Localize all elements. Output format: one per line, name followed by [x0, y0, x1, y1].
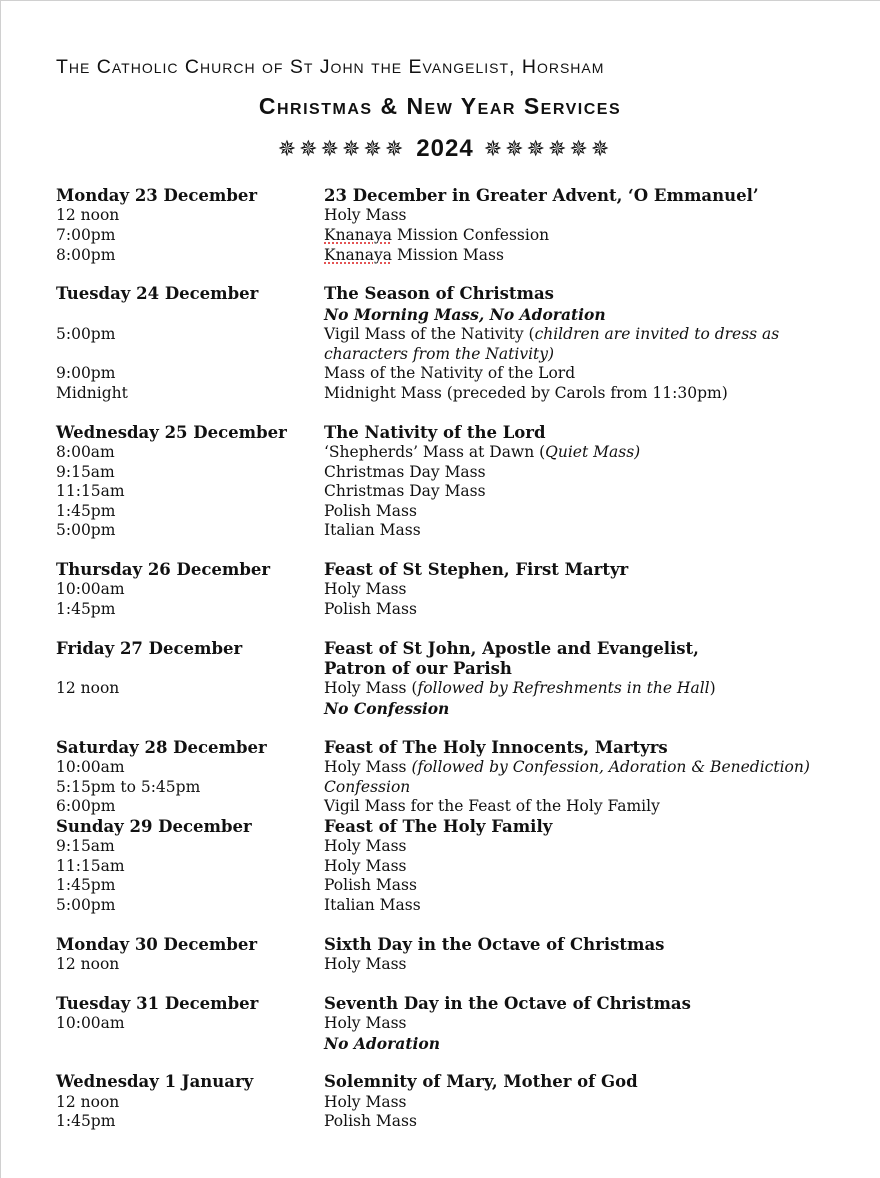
day-heading: Saturday 28 December: [56, 737, 267, 757]
feast-title: Feast of The Holy Family: [324, 816, 553, 836]
service-desc-italic: children are invited to dress as characters from the Nativity): [324, 325, 780, 363]
document-title: Christmas & New Year Services: [258, 93, 622, 119]
list-item: [56, 463, 846, 483]
list-item: [56, 857, 846, 877]
list-item: [56, 482, 846, 502]
list-item: [56, 521, 846, 541]
service-time: 12 noon: [56, 206, 120, 225]
feast-title: Sixth Day in the Octave of Christmas: [324, 934, 665, 954]
service-time: 11:15am: [56, 482, 125, 501]
service-time: 5:15pm to 5:45pm: [56, 777, 201, 796]
list-item: [56, 364, 846, 384]
service-desc: Mission Mass: [392, 245, 504, 264]
feast-title-continued: Patron of our Parish: [324, 658, 512, 678]
list-item: [56, 758, 846, 778]
day-block-tue-24: [56, 284, 846, 403]
service-desc: Holy Mass: [324, 837, 407, 856]
star-decoration-left-icon: ✵✵✵✵✵✵: [277, 137, 407, 162]
list-item: [56, 246, 846, 266]
list-item: [56, 226, 846, 246]
service-desc-end: ): [709, 679, 716, 698]
list-item: [56, 896, 846, 916]
list-item: [56, 679, 846, 699]
day-heading: Thursday 26 December: [56, 559, 271, 579]
day-block-sun-29: [56, 817, 846, 916]
list-item: [56, 837, 846, 857]
day-block-sat-28: [56, 738, 846, 817]
star-decoration-right-icon: ✵✵✵✵✵✵: [483, 137, 613, 162]
service-desc: Mass of the Nativity of the Lord: [324, 364, 576, 383]
service-note: No Adoration: [324, 1033, 440, 1053]
day-heading: Monday 23 December: [56, 186, 258, 205]
service-desc-italic: followed by Refreshments in the Hall: [417, 679, 710, 698]
service-desc: Vigil Mass for the Feast of the Holy Family: [324, 797, 660, 816]
service-desc: Mission Confession: [392, 226, 550, 244]
day-heading: Friday 27 December: [56, 638, 243, 658]
service-desc: ‘Shepherds’ Mass at Dawn (: [324, 442, 546, 461]
service-desc: Holy Mass: [324, 206, 407, 225]
list-item: [56, 1093, 846, 1113]
service-desc: Holy Mass: [324, 856, 407, 875]
service-desc: Polish Mass: [324, 501, 417, 520]
service-time: 8:00am: [56, 442, 115, 461]
list-item: [56, 580, 846, 600]
service-time: 12 noon: [56, 954, 120, 973]
service-time: 12 noon: [56, 679, 120, 698]
service-time: 9:15am: [56, 837, 115, 856]
day-block-thu-26: [56, 560, 846, 620]
service-time: 10:00am: [56, 580, 125, 599]
year: 2024: [416, 135, 474, 162]
service-time: 10:00am: [56, 757, 125, 776]
service-desc: Holy Mass: [324, 757, 412, 776]
service-time: 9:00pm: [56, 364, 116, 383]
day-block-mon-23: [56, 186, 846, 265]
service-desc: Midnight Mass (preceded by Carols from 11:30pm): [324, 383, 728, 402]
list-item: [56, 600, 846, 620]
feast-title: Feast of The Holy Innocents, Martyrs: [324, 737, 668, 757]
feast-title: Seventh Day in the Octave of Christmas: [324, 993, 691, 1013]
day-heading: Tuesday 31 December: [56, 993, 259, 1013]
spellcheck-word: Knanaya: [324, 245, 393, 264]
service-desc: Polish Mass: [324, 1112, 417, 1131]
service-time: 8:00pm: [56, 245, 116, 264]
day-heading: Sunday 29 December: [56, 816, 252, 836]
list-item: [56, 325, 846, 364]
day-block-tue-31: [56, 994, 846, 1054]
service-desc: Italian Mass: [324, 895, 421, 914]
service-desc: Holy Mass (: [324, 679, 418, 698]
service-desc-italic: Quiet Mass): [545, 442, 641, 461]
service-desc: Holy Mass: [324, 954, 407, 973]
day-heading: Wednesday 1 January: [56, 1072, 254, 1092]
feast-title: Solemnity of Mary, Mother of God: [324, 1072, 638, 1092]
day-heading: Wednesday 25 December: [56, 422, 287, 442]
day-block-wed-25: [56, 423, 846, 541]
day-heading: Tuesday 24 December: [56, 284, 259, 304]
church-name: The Catholic Church of St John the Evangelist, Horsham: [56, 56, 605, 78]
feast-title: The Season of Christmas: [324, 284, 554, 304]
page-edge-left: [0, 0, 1, 1178]
list-item: [56, 206, 846, 226]
service-desc: Holy Mass: [324, 1013, 407, 1032]
list-item: [56, 778, 846, 798]
service-note: No Confession: [324, 698, 450, 718]
day-heading: Monday 30 December: [56, 934, 258, 954]
service-schedule: [56, 186, 846, 1151]
service-time: 7:00pm: [56, 226, 116, 244]
service-time: 1:45pm: [56, 1112, 116, 1131]
service-desc: Christmas Day Mass: [324, 482, 486, 501]
service-desc: Italian Mass: [324, 521, 421, 540]
year-banner: [0, 135, 880, 163]
list-item: [56, 1112, 846, 1132]
service-time: Midnight: [56, 383, 128, 402]
service-desc: Polish Mass: [324, 599, 417, 618]
list-item: [56, 797, 846, 817]
service-desc: Christmas Day Mass: [324, 462, 486, 481]
list-item: [56, 955, 846, 975]
service-desc: Polish Mass: [324, 876, 417, 895]
service-time: 5:00pm: [56, 895, 116, 914]
list-item: [56, 1014, 846, 1034]
spellcheck-word: Knanaya: [324, 226, 393, 244]
service-time: 10:00am: [56, 1013, 125, 1032]
service-desc: Vigil Mass of the Nativity (: [324, 325, 535, 344]
list-item: [56, 384, 846, 404]
service-time: 12 noon: [56, 1092, 120, 1111]
service-note: No Morning Mass, No Adoration: [324, 304, 606, 324]
page-edge-top: [0, 0, 880, 1]
service-desc-italic: Confession: [324, 777, 411, 796]
day-block-wed-1: [56, 1072, 846, 1132]
feast-title: The Nativity of the Lord: [324, 422, 546, 442]
feast-title: Feast of St John, Apostle and Evangelist,: [324, 638, 699, 658]
service-desc-italic: (followed by Confession, Adoration & Benediction): [411, 757, 810, 776]
list-item: [56, 502, 846, 522]
service-time: 11:15am: [56, 856, 125, 875]
service-time: 9:15am: [56, 462, 115, 481]
service-time: 1:45pm: [56, 501, 116, 520]
service-time: 5:00pm: [56, 521, 116, 540]
list-item: [56, 443, 846, 463]
service-time: 5:00pm: [56, 325, 116, 344]
service-desc: Holy Mass: [324, 1092, 407, 1111]
list-item: [56, 876, 846, 896]
day-block-mon-30: [56, 935, 846, 975]
service-time: 6:00pm: [56, 797, 116, 816]
service-time: 1:45pm: [56, 876, 116, 895]
feast-title: 23 December in Greater Advent, ‘O Emmanuel’: [324, 186, 759, 205]
day-block-fri-27: [56, 639, 846, 719]
feast-title: Feast of St Stephen, First Martyr: [324, 559, 629, 579]
service-desc: Holy Mass: [324, 580, 407, 599]
service-time: 1:45pm: [56, 599, 116, 618]
